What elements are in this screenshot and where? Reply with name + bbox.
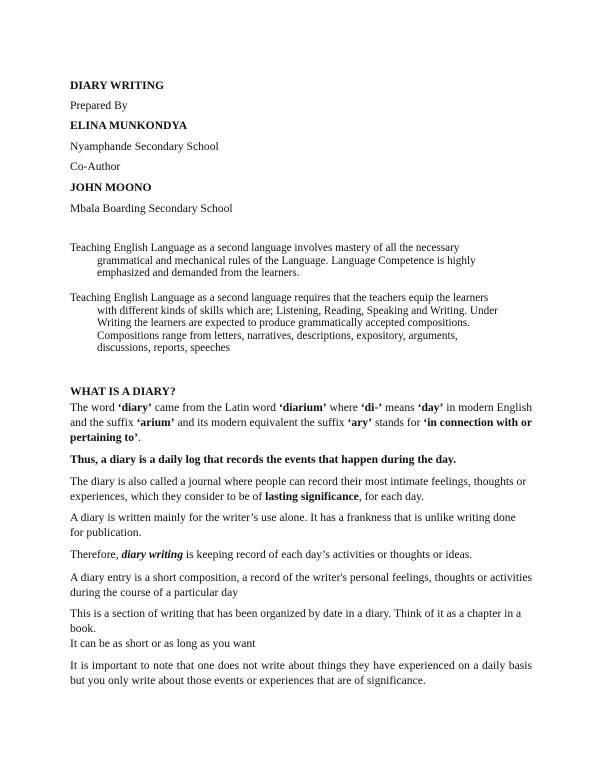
intro-p2-line: Compositions range from letters, narratives, descriptions, expository, arguments, — [97, 329, 458, 342]
intro-p2-line: discussions, reports, speeches — [97, 342, 230, 355]
intro-paragraph-2 — [70, 292, 520, 355]
term-diary: ‘diary’ — [117, 401, 152, 414]
term-day: ‘day’ — [417, 401, 444, 414]
intro-p1-line: Teaching English Language as a second language involves mastery of all the necessary — [70, 242, 460, 254]
prepared-by-label: Prepared By — [70, 99, 128, 112]
document-title: DIARY WRITING — [70, 79, 164, 92]
length-paragraph: It can be as short or as long as you want — [70, 637, 256, 650]
use-paragraph: A diary is written mainly for the writer’s use alone. It has a frankness that is unlike writing done for publication. — [70, 511, 516, 539]
journal-paragraph: The diary is also called a journal where people can record their most intimate feelings, thoughts or experiences, which they consider to be of lasting significance, for each day. — [70, 475, 527, 503]
etymology-paragraph: The word ‘diary’ came from the Latin word ‘diarium’ where ‘di-’ means ‘day’ in modern English and the suffix ‘arium’ and its modern equivalent the suffix ‘ary’ stands for ‘in connection with or pertaining to’. — [70, 401, 533, 444]
intro-p1-line: grammatical and mechanical rules of the Language. Language Competence is highly — [97, 254, 476, 267]
important-paragraph: It is important to note that one does not write about things they have experienced on a daily basis but you only write about those events or experiences that are of significance. — [70, 659, 532, 687]
entry-paragraph: A diary entry is a short composition, a record of the writer's personal feelings, thoughts or activities during the course of a particular day — [70, 571, 532, 599]
intro-p2-line: Writing the learners are expected to produce grammatically accepted compositions. — [97, 317, 470, 330]
section-heading: WHAT IS A DIARY? — [70, 385, 176, 398]
intro-p2-line: Teaching English Language as a second language requires that the teachers equip the learners — [70, 292, 489, 304]
term-diarium: ‘diarium’ — [278, 401, 327, 414]
diary-writing-term: diary writing — [121, 548, 184, 561]
co-author-label: Co-Author — [70, 160, 121, 173]
lasting-significance: lasting significance — [265, 490, 359, 503]
intro-paragraph-1 — [70, 242, 520, 280]
therefore-paragraph: Therefore, diary writing is keeping record of each day’s activities or thoughts or ideas. — [70, 548, 473, 561]
term-ary: ‘ary’ — [347, 416, 373, 429]
section-paragraph: This is a section of writing that has been organized by date in a diary. Think of it as a chapter in a book. — [70, 607, 522, 635]
author-school: Nyamphande Secondary School — [70, 140, 219, 153]
author-name: ELINA MUNKONDYA — [70, 119, 188, 132]
term-meaning: ‘in connection with or pertaining to’ — [70, 416, 532, 444]
co-author-school: Mbala Boarding Secondary School — [70, 202, 233, 215]
term-di: ‘di-’ — [360, 401, 383, 414]
term-arium: ‘arium’ — [136, 416, 175, 429]
diary-definition: Thus, a diary is a daily log that records the events that happen during the day. — [70, 453, 456, 466]
co-author-name: JOHN MOONO — [70, 181, 152, 194]
intro-p1-line: emphasized and demanded from the learners. — [97, 267, 300, 280]
intro-p2-line: with different kinds of skills which are; Listening, Reading, Speaking and Writing. Under — [97, 304, 498, 317]
